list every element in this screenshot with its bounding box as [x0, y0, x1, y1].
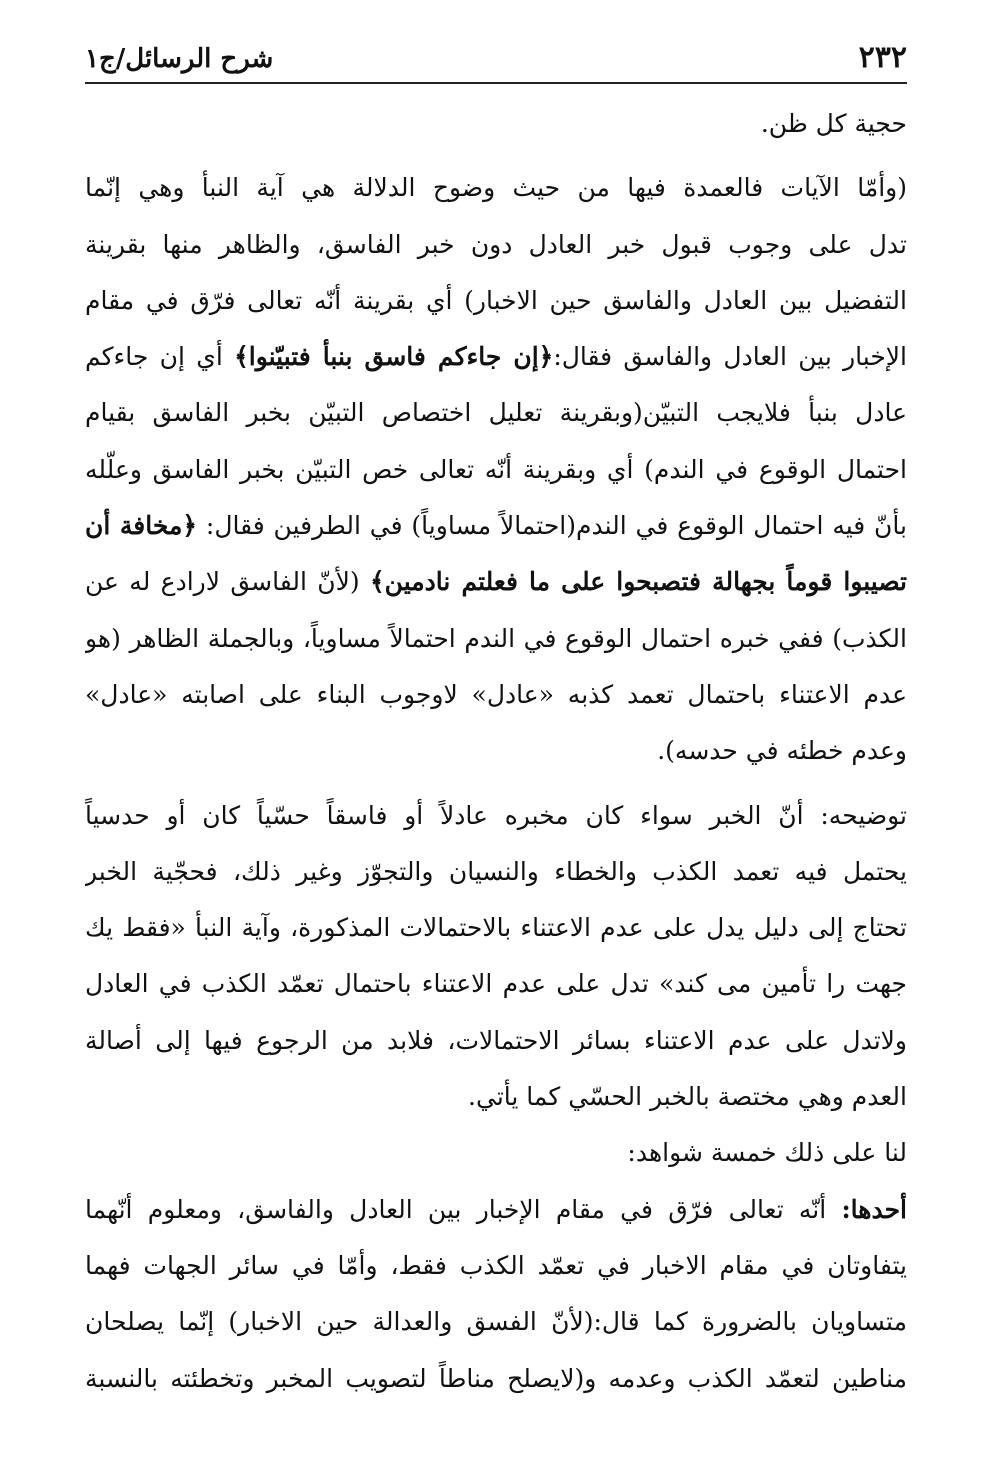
book-title: شرح الرسائل/ج١	[85, 44, 274, 74]
text-line-1: حجية كل ظن.	[760, 109, 907, 138]
text-line-14: يحتمل فيه تعمد الكذب والخطاء والنسيان والتجوّز وغير ذلك، فحجّية الخبر	[85, 856, 907, 886]
text-line-16: جهت را تأمين مى كند» تدل على عدم الاعتناء باحتمال تعمّد الكذب في العادل	[85, 969, 907, 999]
text-line-5: الإخبار بين العادل والفاسق فقال:﴿إن جاءكم فاسق بنبأ فتبيّنوا﴾ أي إن جاءكم	[85, 342, 907, 372]
text-line-6: عادل بنبأ فلايجب التبيّن(وبقرينة تعليل اختصاص التبيّن بخبر الفاسق بقيام	[85, 398, 907, 428]
paragraph-gap	[85, 152, 907, 160]
text-line-4: التفضيل بين العادل والفاسق حين الاخبار) أي بقرينة أنّه تعالى فرّق في مقام	[85, 285, 907, 315]
text-line-2: (وأمّا الآيات فالعمدة فيها من حيث وضوح الدلالة هي آية النبأ وهي إنّما	[85, 173, 907, 203]
text-line-15: تحتاج إلى دليل يدل على عدم الاعتناء بالاحتمالات المذكورة، وآية النبأ «فقط يك	[85, 913, 907, 943]
section-label: أحدها:	[841, 1194, 907, 1224]
text-line-17: ولاتدل على عدم الاعتناء بسائر الاحتمالات، فلابد من الرجوع فيها إلى أصالة	[85, 1025, 907, 1055]
text-line-19: لنا على ذلك خمسة شواهد:	[627, 1138, 907, 1168]
text-line-3: تدل على وجوب قبول خبر العادل دون خبر الفاسق، والظاهر منها بقرينة	[85, 229, 907, 259]
quran-verse: ﴿إن جاءكم فاسق بنبأ فتبيّنوا﴾	[234, 342, 554, 372]
text-line-9: تصيبوا قوماً بجهالة فتصبحوا على ما فعلتم نادمين﴾ (لأنّ الفاسق لارادع له عن	[85, 567, 907, 597]
quran-verse: ﴿مخافة أن	[85, 511, 198, 541]
paragraph-gap	[85, 780, 907, 788]
page-header	[85, 38, 907, 84]
header-rule	[85, 82, 907, 84]
quran-verse: تصيبوا قوماً بجهالة فتصبحوا على ما فعلتم نادمين﴾	[370, 567, 907, 597]
page-number: ٢٣٢	[858, 40, 907, 75]
text-line-22: متساويان بالضرورة كما قال:(لأنّ الفسق والعدالة حين الاخبار) إنّما يصلحان	[85, 1307, 907, 1337]
text-line-21: يتفاوتان في مقام الاخبار في تعمّد الكذب فقط، وأمّا في سائر الجهات فهما	[85, 1250, 907, 1280]
text-line-23: مناطين لتعمّد الكذب وعدمه و(لايصلح مناطاً لتصويب المخبر وتخطئته بالنسبة	[85, 1363, 907, 1393]
text-line-11: عدم الاعتناء باحتمال تعمد كذبه «عادل» لاوجوب البناء على اصابته «عادل»	[85, 679, 907, 709]
text-line-12: وعدم خطئه في حدسه).	[657, 736, 907, 766]
text-line-8: بأنّ فيه احتمال الوقوع في الندم(احتمالاً مساوياً) في الطرفين فقال: ﴿مخافة أن	[85, 511, 907, 541]
text-line-7: احتمال الوقوع في الندم) أي وبقرينة أنّه تعالى خص التبيّن بخبر الفاسق وعلّله	[85, 454, 907, 484]
page-body	[85, 96, 907, 1407]
text-line-18: العدم وهي مختصة بالخبر الحسّي كما يأتي.	[468, 1082, 907, 1112]
text-line-10: الكذب) ففي خبره احتمال الوقوع في الندم احتمالاً مساوياً، وبالجملة الظاهر (هو	[85, 623, 907, 653]
text-line-13: توضيحه: أنّ الخبر سواء كان مخبره عادلاً أو فاسقاً حسّياً كان أو حدسياً	[85, 800, 907, 830]
text-line-20: أحدها: أنّه تعالى فرّق في مقام الإخبار بين العادل والفاسق، ومعلوم أنّهما	[85, 1194, 907, 1224]
